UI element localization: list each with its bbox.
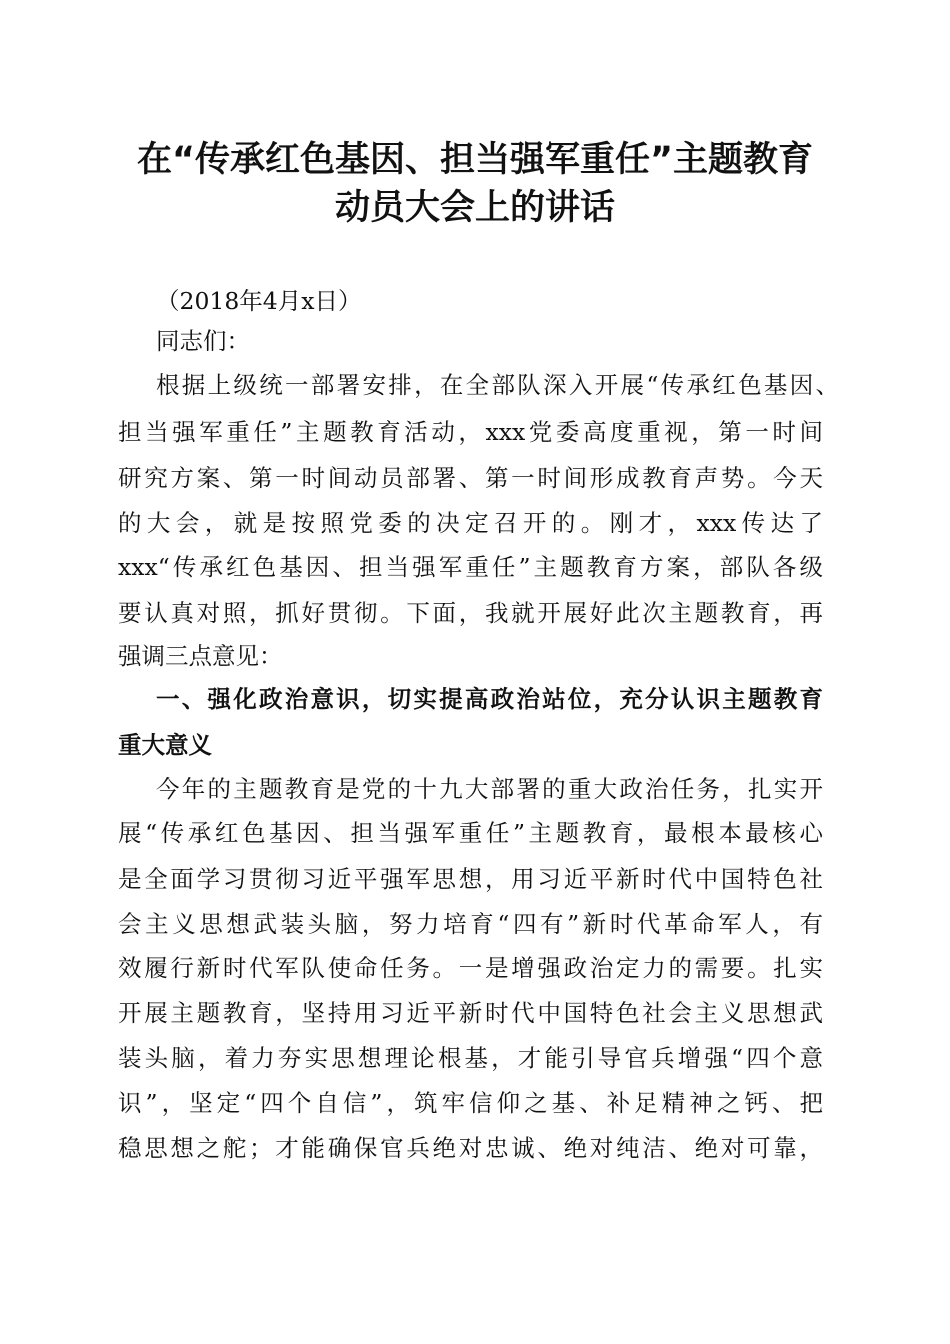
date-line: （2018年4月x日） (156, 287, 362, 315)
salutation: 同志们： (156, 327, 250, 355)
paragraph-line: 稳思想之舵；才能确保官兵绝对忠诚、绝对纯洁、绝对可靠， (118, 1134, 823, 1162)
paragraph-line: 是全面学习贯彻习近平强军思想，用习近平新时代中国特色社 (118, 865, 823, 893)
paragraph-line: 装头脑，着力夯实思想理论根基，才能引导官兵增强“四个意 (118, 1044, 823, 1072)
paragraph-line: 开展主题教育，坚持用习近平新时代中国特色社会主义思想武 (118, 999, 823, 1027)
paragraph-line: 今年的主题教育是党的十九大部署的重大政治任务，扎实开 (156, 775, 823, 803)
section-heading-line: 重大意义 (118, 731, 212, 759)
paragraph-line: 识”，坚定“四个自信”，筑牢信仰之基、补足精神之钙、把 (118, 1089, 823, 1117)
paragraph-line: 效履行新时代军队使命任务。一是增强政治定力的需要。扎实 (118, 954, 823, 982)
document-title-line-2: 动员大会上的讲话 (334, 188, 615, 228)
paragraph-line: 研究方案、第一时间动员部署、第一时间形成教育声势。今天 (118, 464, 823, 492)
paragraph-line: 担当强军重任”主题教育活动，xxx党委高度重视，第一时间 (118, 418, 823, 446)
paragraph-line: 强调三点意见： (118, 642, 283, 670)
paragraph-line: 会主义思想武装头脑，努力培育“四有”新时代革命军人，有 (118, 910, 823, 938)
paragraph-line: 根据上级统一部署安排，在全部队深入开展“传承红色基因、 (156, 371, 839, 399)
paragraph-line: xxx“传承红色基因、担当强军重任”主题教育方案，部队各级 (118, 553, 823, 581)
paragraph-line: 展“传承红色基因、担当强军重任”主题教育，最根本最核心 (118, 819, 823, 847)
paragraph-line: 要认真对照，抓好贯彻。下面，我就开展好此次主题教育，再 (118, 599, 823, 627)
paragraph-line: 的大会，就是按照党委的决定召开的。刚才，xxx传达了 (118, 509, 823, 537)
section-heading-line: 一、强化政治意识，切实提高政治站位，充分认识主题教育 (156, 685, 823, 713)
document-title-line-1: 在“传承红色基因、担当强军重任”主题教育 (136, 140, 813, 180)
